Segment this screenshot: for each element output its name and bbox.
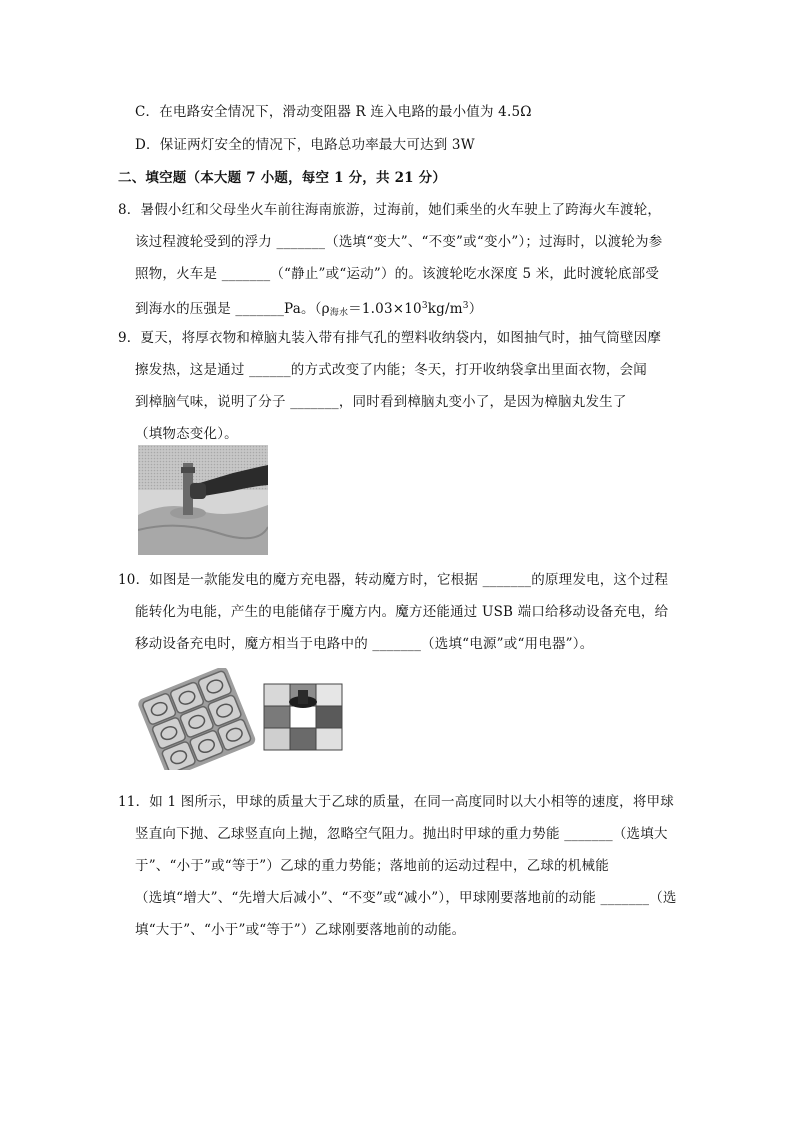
question-8-text: 到海水的压强是 _______Pa。（ρ	[135, 301, 330, 317]
option-c: C．在电路安全情况下，滑动变阻器 R 连入电路的最小值为 4.5Ω	[135, 104, 532, 120]
question-11-line-4: （选填“增大”、“先增大后减小”、“不变”或“减小”），甲球刚要落地前的动能 _______（选	[135, 890, 677, 906]
option-d: D．保证两灯安全的情况下，电路总功率最大可达到 3W	[135, 137, 475, 153]
question-10-line-2: 能转化为电能，产生的电能储存于魔方内。魔方还能通过 USB 端口给移动设备充电，给	[135, 604, 669, 620]
unit-exponent: 3	[462, 301, 469, 311]
question-9-line-2: 擦发热，这是通过 ______的方式改变了内能；冬天，打开收纳袋拿出里面衣物，会闻	[135, 362, 647, 378]
exponent: 3	[421, 301, 428, 311]
density-unit: kg/m	[427, 301, 463, 317]
question-10-line-3: 移动设备充电时，魔方相当于电路中的 _______（选填“电源”或“用电器”）。	[135, 636, 594, 652]
question-11-line-1: 11．如 1 图所示，甲球的质量大于乙球的质量，在同一高度同时以大小相等的速度，将甲球	[118, 794, 674, 810]
density-value: ＝1.03×10	[348, 301, 422, 317]
question-8-line-1: 8．暑假小红和父母坐火车前往海南旅游，过海前，她们乘坐的火车驶上了跨海火车渡轮，	[118, 202, 662, 218]
pump-figure	[138, 445, 268, 555]
question-10-line-1: 10．如图是一款能发电的魔方充电器，转动魔方时，它根据 _______的原理发电，这个过程	[118, 572, 669, 588]
question-8-line-4	[135, 296, 482, 323]
closing-paren: ）	[468, 301, 483, 317]
cube-figure-right	[262, 676, 344, 752]
question-9-line-3: 到樟脑气味，说明了分子 _______，同时看到樟脑丸变小了，是因为樟脑丸发生了	[135, 394, 627, 410]
seawater-subscript: 海水	[329, 308, 349, 318]
question-11-line-3: 于”、“小于”或“等于”）乙球的重力势能；落地前的运动过程中，乙球的机械能	[135, 858, 609, 874]
question-8-line-2: 该过程渡轮受到的浮力 _______（选填“变大”、“不变”或“变小”）；过海时，以渡轮为参	[135, 234, 663, 250]
question-9-line-4: （填物态变化）。	[135, 426, 238, 442]
question-8-line-3: 照物，火车是 _______（“静止”或“运动”）的。该渡轮吃水深度 5 米，此时渡轮底部受	[135, 266, 660, 282]
section-title: 二、填空题（本大题 7 小题，每空 1 分，共 21 分）	[118, 170, 447, 186]
question-9-line-1: 9．夏天，将厚衣物和樟脑丸装入带有排气孔的塑料收纳袋内，如图抽气时，抽气筒壁因摩	[118, 330, 662, 346]
question-11-line-5: 填“大于”、“小于”或“等于”）乙球刚要落地前的动能。	[135, 922, 466, 938]
cube-figure-left	[138, 668, 258, 770]
question-11-line-2: 竖直向下抛、乙球竖直向上抛，忽略空气阻力。抛出时甲球的重力势能 _______（选填大	[135, 826, 668, 842]
